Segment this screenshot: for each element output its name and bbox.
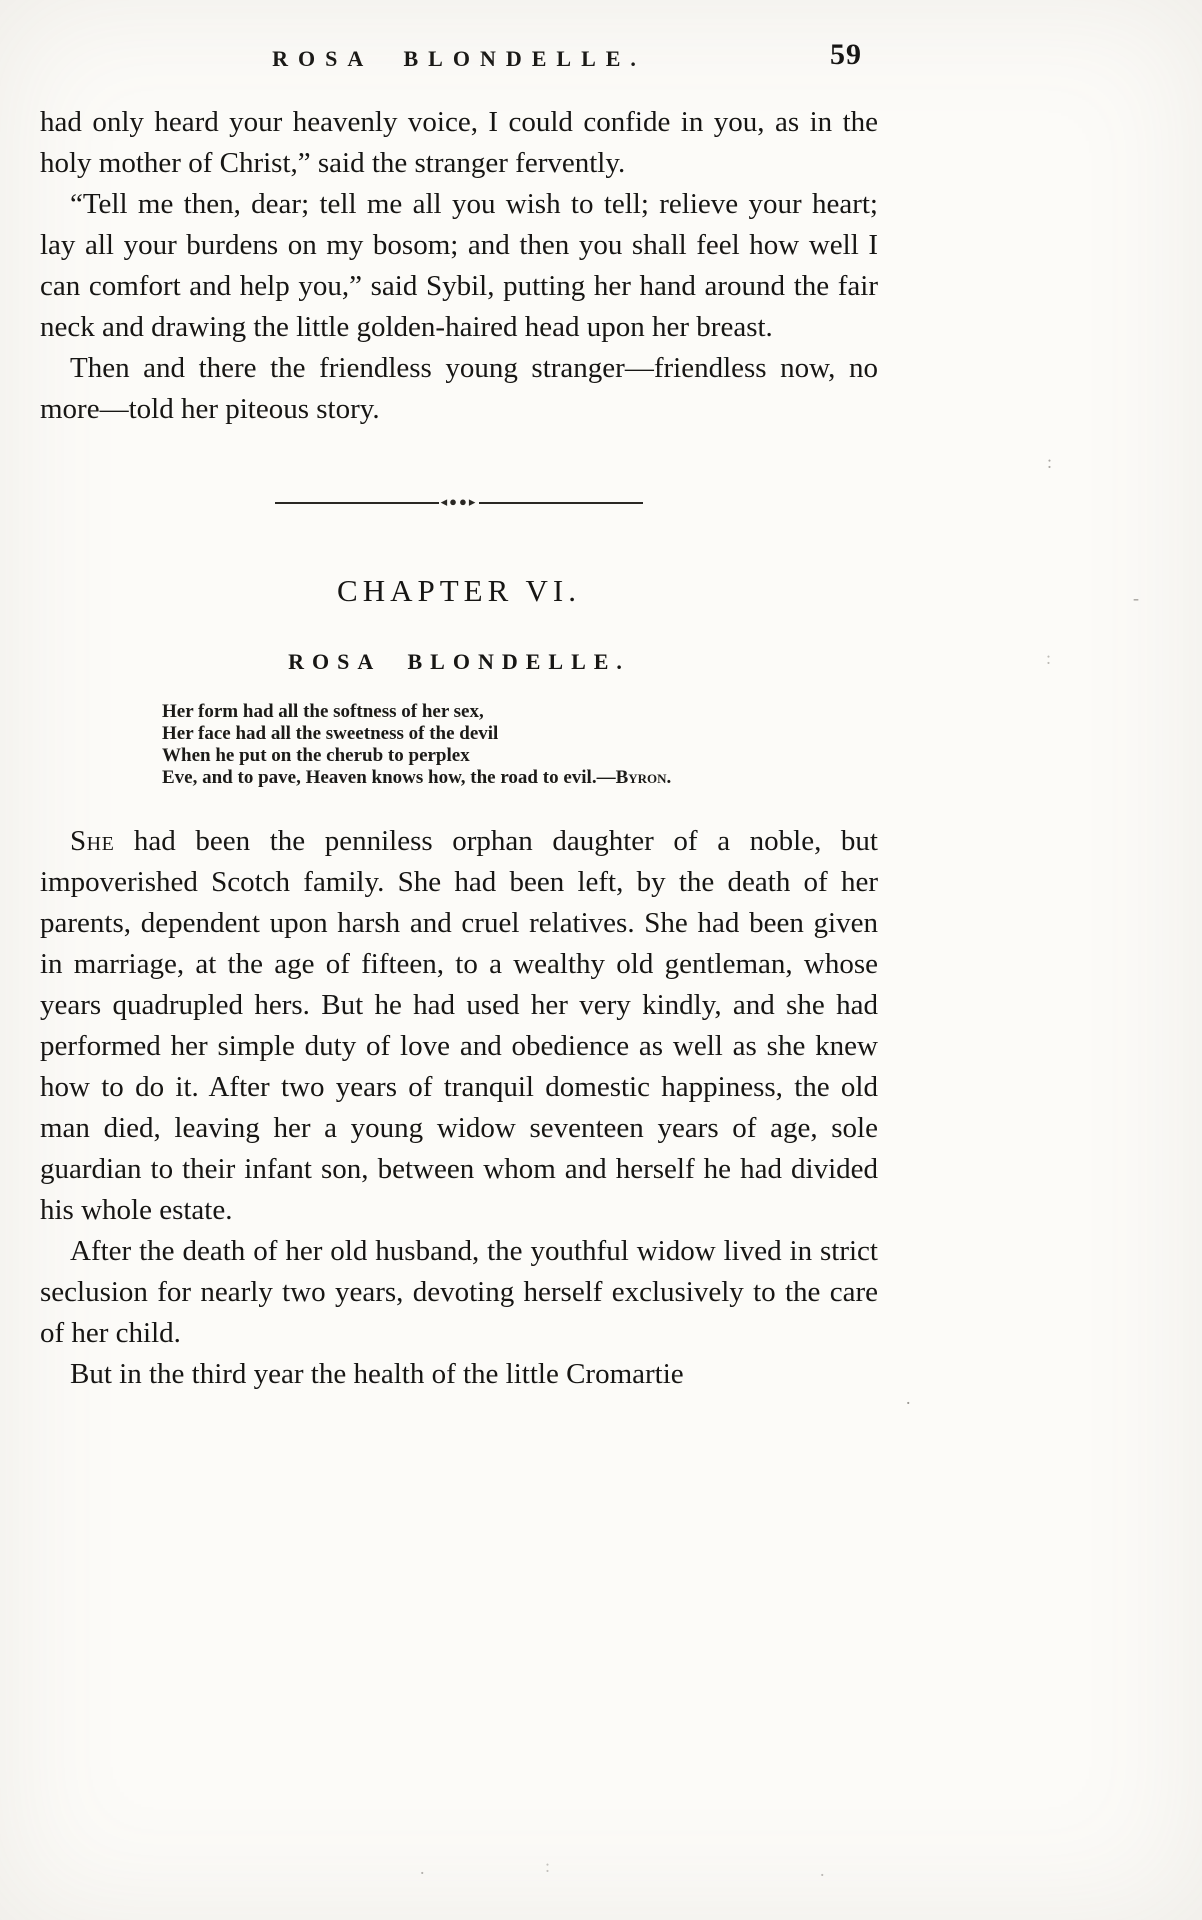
epigraph-line-text: Eve, and to pave, Heaven knows how, the road to evil. [162, 767, 597, 788]
epigraph-line [162, 767, 878, 789]
text-block [40, 0, 878, 1395]
paragraph: After the death of her old husband, the youthful widow lived in strict seclusion for nearly two years, devoting herself exclusively to the care of her child. [40, 1235, 878, 1349]
scan-speck: : [1047, 452, 1053, 472]
scan-speck: : [1046, 648, 1052, 668]
scan-speck: . [906, 1388, 911, 1408]
chapter-heading: CHAPTER VI. [337, 573, 581, 608]
epigraph [162, 701, 878, 789]
epigraph-line: Her form had all the softness of her sex, [162, 701, 484, 722]
scan-speck: - [1133, 588, 1139, 608]
chapter-subheading: ROSA BLONDELLE. [288, 649, 630, 674]
page-number: 59 [830, 38, 862, 71]
paragraph-text: had been the penniless orphan daughter of a noble, but impoverished Scotch family. She had been left, by the death of her parents, dependent upon harsh and cruel relatives. She had been given in marriage, at the age of fifteen, to a wealthy old gentleman, whose years quadrupled hers. But he had used her very kindly, and she had performed her simple duty of love and obedience as well as she knew how to do it. After two years of tranquil domestic happiness, the old man died, leaving her a young widow seventeen years of age, sole guardian to their infant son, between whom and herself he had divided his whole estate. [40, 825, 878, 1226]
epigraph-line: Her face had all the sweetness of the devil [162, 723, 499, 744]
page-header [40, 0, 878, 72]
divider-ornament-icon: ◂●●▸ [440, 494, 478, 509]
epigraph-attribution: —Byron. [596, 767, 672, 788]
lead-word: She [70, 825, 115, 857]
scan-speck: . [420, 1858, 425, 1878]
divider-line [275, 502, 439, 504]
section-divider [275, 496, 643, 509]
running-title: ROSA BLONDELLE. [272, 46, 646, 71]
epigraph-line: When he put on the cherub to perplex [162, 745, 470, 766]
paragraph [40, 821, 878, 1231]
paragraph: “Tell me then, dear; tell me all you wish to tell; relieve your heart; lay all your burdens on my bosom; and then you shall feel how well I can comfort and help you,” said Sybil, putting her hand around the fair neck and drawing the little golden-haired head upon her breast. [40, 188, 878, 343]
divider-line [479, 502, 643, 504]
paragraph: had only heard your heavenly voice, I could confide in you, as in the holy mother of Christ,” said the stranger fervently. [40, 106, 878, 179]
scan-speck: . [820, 1860, 825, 1880]
scan-speck: : [545, 1856, 551, 1876]
paragraph: But in the third year the health of the little Cromartie [70, 1358, 684, 1390]
paragraph: Then and there the friendless young stranger—friendless now, no more—told her piteous story. [40, 352, 878, 425]
